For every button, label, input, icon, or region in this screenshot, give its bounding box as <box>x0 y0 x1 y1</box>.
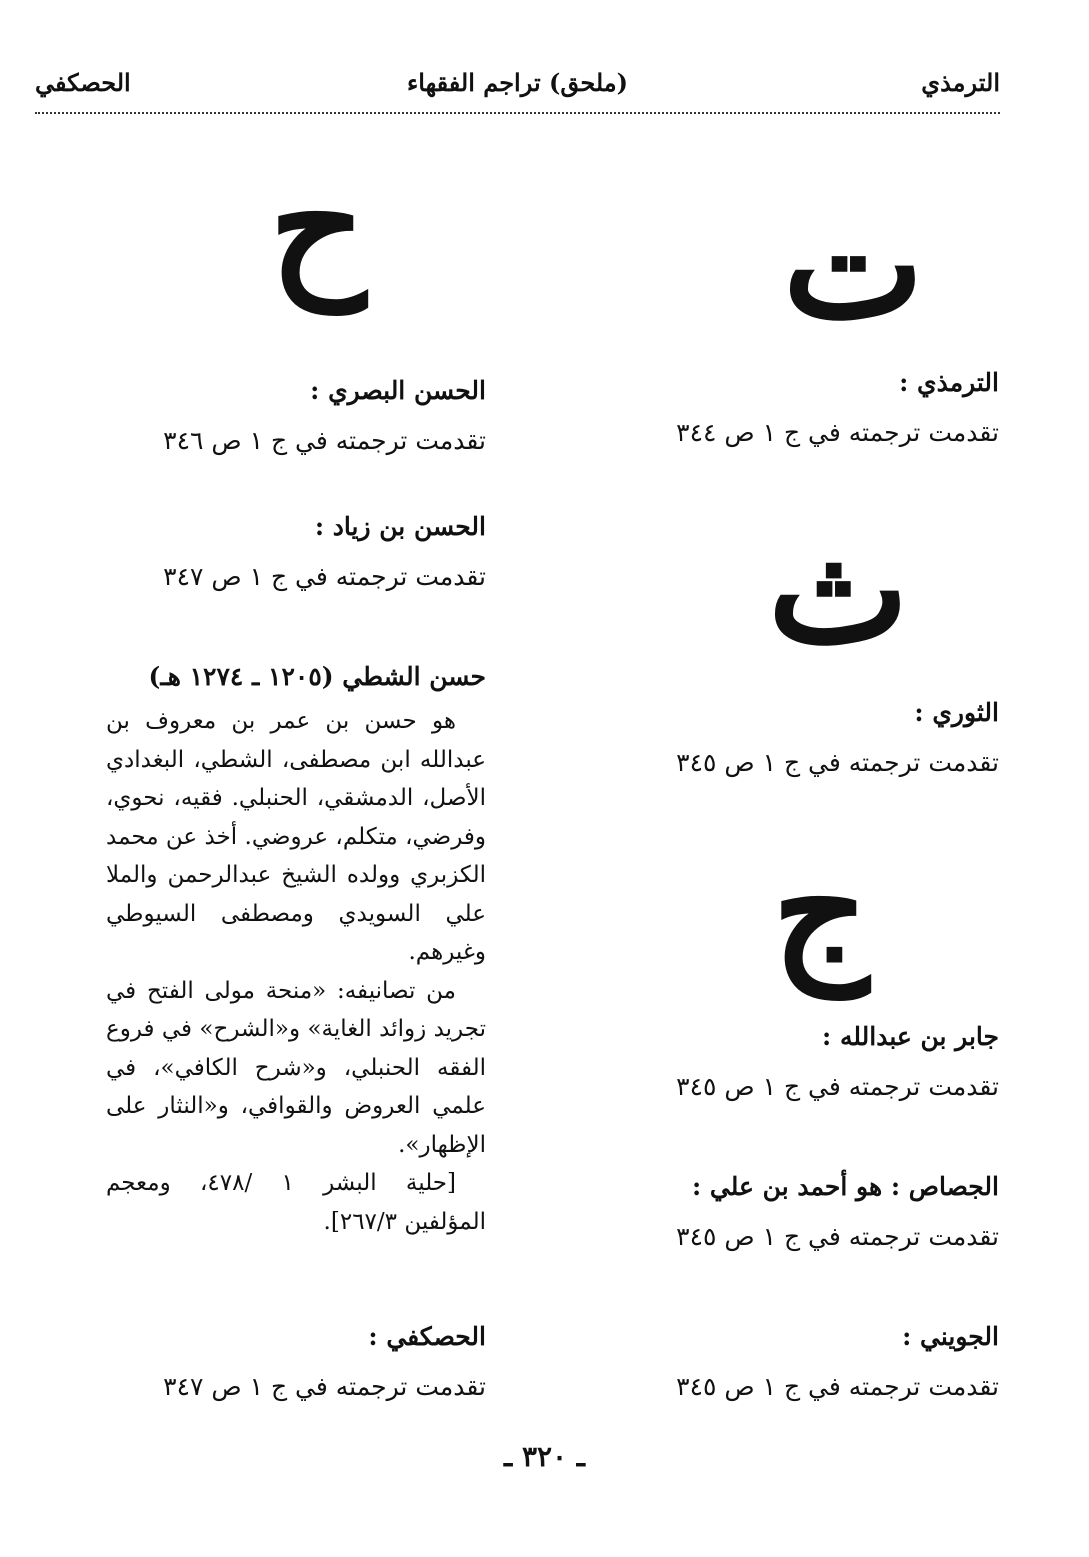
bio-paragraph: هو حسن بن عمر بن معروف بن عبدالله ابن مصطفى، الشطي، البغدادي الأصل، الدمشقي، الحنبلي. فقيه، نحوي، وفرضي، متكلم، عروضي. أخذ عن محمد الكزبري وولده الشيخ عبدالرحمن والملا علي السويدي ومصطفى السيوطي وغيرهم. <box>106 708 486 965</box>
entry-name: الثوري : <box>914 698 999 727</box>
header-right: الترمذي <box>921 68 1000 97</box>
entry-reference: تقدمت ترجمته في ج ١ ص ٣٤٧ <box>163 562 486 591</box>
entry-reference: تقدمت ترجمته في ج ١ ص ٣٤٥ <box>676 1372 999 1401</box>
entry-name: الحصكفي : <box>368 1322 486 1351</box>
entry-name: حسن الشطي (١٢٠٥ ـ ١٢٧٤ هـ) <box>148 662 486 691</box>
entry-name: الجصاص : هو أحمد بن علي : <box>692 1172 999 1201</box>
entry-hasan-shatti <box>106 652 486 1241</box>
entry-thawri <box>639 688 999 788</box>
header-center: (ملحق) تراجم الفقهاء <box>406 68 629 97</box>
section-letter-jim: ج <box>772 822 869 998</box>
entry-name: الجويني : <box>902 1322 999 1351</box>
entry-biography <box>106 702 486 1241</box>
entry-jassas <box>639 1162 999 1262</box>
entry-reference: تقدمت ترجمته في ج ١ ص ٣٤٥ <box>676 1222 999 1251</box>
entry-name: الحسن البصري : <box>310 376 486 405</box>
entry-reference: تقدمت ترجمته في ج ١ ص ٣٤٤ <box>676 418 999 447</box>
page-number: ـ ٣٢٠ ـ <box>503 1440 586 1473</box>
entry-tirmidhi <box>639 358 999 458</box>
section-letter-ta: ت <box>782 177 924 353</box>
entry-name: الحسن بن زياد : <box>314 512 486 541</box>
entry-reference: تقدمت ترجمته في ج ١ ص ٣٤٧ <box>163 1372 486 1401</box>
entry-jabir <box>639 1012 999 1112</box>
entry-hasan-ziyad <box>106 502 486 602</box>
bio-sources: [حلية البشر ١ /٤٧٨، ومعجم المؤلفين ٢٦٧/٣]. <box>106 1170 486 1235</box>
entry-reference: تقدمت ترجمته في ج ١ ص ٣٤٦ <box>163 426 486 455</box>
entry-juwayni <box>639 1312 999 1412</box>
header-divider <box>35 112 1000 114</box>
entry-hasan-basri <box>106 366 486 466</box>
section-letter-tha: ث <box>767 502 909 678</box>
entry-name: جابر بن عبدالله : <box>822 1022 999 1051</box>
entry-name: الترمذي : <box>899 368 999 397</box>
header-left: الحصكفي <box>35 68 131 97</box>
running-header <box>35 68 1000 108</box>
entry-haskafi <box>106 1312 486 1412</box>
section-letter-ha: ح <box>269 137 366 313</box>
entry-reference: تقدمت ترجمته في ج ١ ص ٣٤٥ <box>676 1072 999 1101</box>
entry-reference: تقدمت ترجمته في ج ١ ص ٣٤٥ <box>676 748 999 777</box>
bio-paragraph: من تصانيفه: «منحة مولى الفتح في تجريد زوائد الغاية» و«الشرح» في فروع الفقه الحنبلي، و«شرح الكافي»، في علمي العروض والقوافي، و«النثار على الإظهار». <box>106 977 486 1158</box>
